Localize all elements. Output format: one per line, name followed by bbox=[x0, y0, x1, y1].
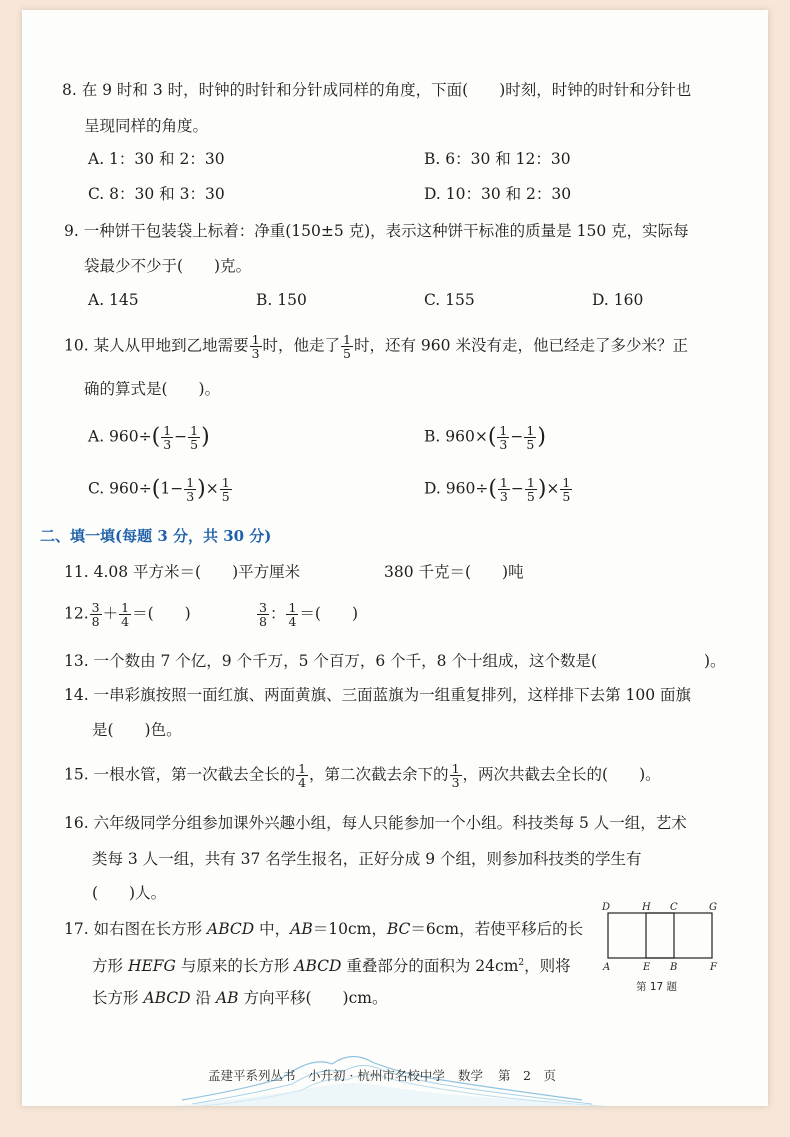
label-b: B bbox=[670, 962, 678, 973]
label-h: H bbox=[642, 902, 651, 913]
q12-ratio: $\frac{3}{8}$ ： $\frac{1}{4}$ ＝( ) bbox=[259, 600, 359, 629]
q10-text-2: 时，他走了 bbox=[262, 336, 341, 355]
label-a: A bbox=[603, 962, 611, 973]
q8-option-d: D. 10：30 和 2：30 bbox=[424, 185, 572, 203]
q9-line2: 袋最少不少于( )克。 bbox=[84, 257, 252, 275]
section-heading: 二、填一填(每题 3 分，共 30 分) bbox=[40, 527, 272, 545]
q9-option-a: A. 145 bbox=[88, 291, 139, 309]
q10-option-d: D. 960÷( $\frac{1}{3}$ − $\frac{1}{5}$ )× $\frac{1}{5}$ bbox=[424, 475, 571, 504]
q8-line2: 呈现同样的角度。 bbox=[84, 117, 209, 135]
fraction-one-fifth: $\frac{1}{5}$ bbox=[343, 332, 351, 361]
q16-line3: ( )人。 bbox=[92, 884, 167, 902]
q13-tail: )。 bbox=[704, 652, 726, 670]
q9-option-d: D. 160 bbox=[592, 291, 644, 309]
q10-text-3: 时，还有 960 米没有走，他已经走了多少米？正 bbox=[354, 336, 688, 355]
q10-option-b: B. 960×( $\frac{1}{3}$ − $\frac{1}{5}$ ) bbox=[424, 423, 546, 452]
q10-option-a: A. 960÷( $\frac{1}{3}$ − $\frac{1}{5}$ ) bbox=[88, 423, 210, 452]
label-g: G bbox=[709, 902, 717, 913]
q17-line1: 17. 如右图在长方形 ABCD 中，AB＝10cm，BC＝6cm，若使平移后的长 bbox=[64, 920, 584, 938]
rect-abcd bbox=[608, 913, 674, 958]
q8-option-c: C. 8：30 和 3：30 bbox=[88, 185, 225, 203]
label-f: F bbox=[710, 962, 717, 973]
footer-school: 小升初 · 杭州市名校中学 bbox=[308, 1068, 445, 1083]
figure-caption: 第 17 题 bbox=[636, 981, 678, 993]
q17-line3: 长方形 ABCD 沿 AB 方向平移( )cm。 bbox=[92, 989, 388, 1007]
footer-page-number: 第 2 页 bbox=[498, 1068, 556, 1083]
q10-text-1: 10. 某人从甲地到乙地需要 bbox=[64, 336, 249, 355]
figure-q17 bbox=[598, 898, 728, 1003]
q14-line2: 是( )色。 bbox=[92, 721, 182, 739]
q8-option-b: B. 6：30 和 12：30 bbox=[424, 150, 571, 168]
q10-option-c: C. 960÷(1− $\frac{1}{3}$ )× $\frac{1}{5}$ bbox=[88, 475, 230, 504]
q16-line2: 类每 3 人一组，共有 37 名学生报名，正好分成 9 个组，则参加科技类的学生有 bbox=[92, 850, 642, 868]
q8-option-a: A. 1：30 和 2：30 bbox=[88, 150, 225, 168]
label-e: E bbox=[643, 962, 651, 973]
q9-option-b: B. 150 bbox=[256, 291, 307, 309]
q9-line1: 9. 一种饼干包装袋上标着：净重(150±5 克)，表示这种饼干标准的质量是 150 克，实际每 bbox=[64, 222, 689, 240]
q10-line2: 确的算式是( )。 bbox=[84, 380, 221, 398]
footer-subject: 数学 bbox=[458, 1068, 484, 1083]
q17-line2: 方形 HEFG 与原来的长方形 ABCD 重叠部分的面积为 $24cm^2$，则将 bbox=[92, 957, 571, 976]
q15-line: 15. 一根水管，第一次截去全长的 $\frac{1}{4}$ ，第二次截去余下的 $\frac{1}{3}$ ，两次共截去全长的( )。 bbox=[64, 761, 661, 790]
q11-part-b: 380 千克＝( )吨 bbox=[384, 563, 524, 581]
q10-line1 bbox=[64, 333, 688, 360]
fraction-one-third: $\frac{1}{3}$ bbox=[251, 332, 260, 361]
q9-option-c: C. 155 bbox=[424, 291, 475, 309]
q14-line1: 14. 一串彩旗按照一面红旗、两面黄旗、三面蓝旗为一组重复排列，这样排下去第 100 面旗 bbox=[64, 686, 692, 704]
footer-series: 孟建平系列丛书 bbox=[208, 1068, 296, 1083]
label-c: C bbox=[670, 902, 678, 913]
q12-line: 12. $\frac{3}{8}$ ＋ $\frac{1}{4}$ ＝( ) bbox=[64, 600, 191, 629]
rect-hefg bbox=[646, 913, 712, 958]
q8-line1: 8. 在 9 时和 3 时，时钟的时针和分针成同样的角度，下面( )时刻，时钟的时针和分针也 bbox=[62, 81, 692, 99]
label-d: D bbox=[602, 902, 611, 913]
q13-line1: 13. 一个数由 7 个亿，9 个千万，5 个百万，6 个千，8 个十组成，这个数是( bbox=[64, 652, 597, 670]
q11-part-a: 11. 4.08 平方米＝( )平方厘米 bbox=[64, 563, 301, 581]
q16-line1: 16. 六年级同学分组参加课外兴趣小组，每人只能参加一个小组。科技类每 5 人一组，艺术 bbox=[64, 814, 687, 832]
